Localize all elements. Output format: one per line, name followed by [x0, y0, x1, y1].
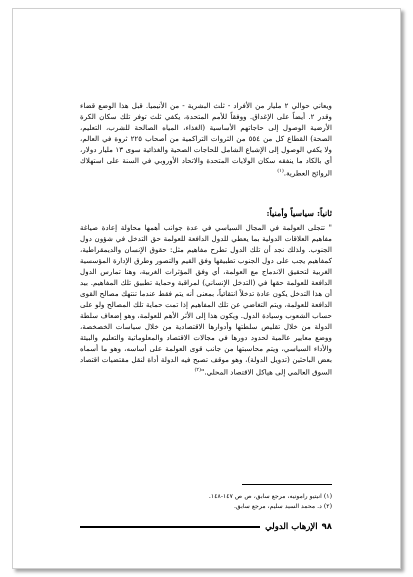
- footnotes: [80, 492, 332, 512]
- paragraph-2-text: " تتجلى العولمة في المجال السياسي في عدة جوانب أهمها محاولة إعادة صياغة مفاهيم العلاقات الدولية بما يعطي للدول الدافعة للعولمة حق التدخل في شؤون دول الجنوب. ولذلك نجد أن تلك الدول تطرح مفاهيم مثل: حقوق الإنسان والديمقراطية، كمفاهيم يجب على دول الجنوب تطبيقها وفق القيم والتصور وطرق الإدارة المؤسسية الغربية لتحقيق الاندماج مع العولمة، أي وفق المؤثرات الغربية، وهنا تمارس الدول الدافعة للعولمة حقها في (التدخل الإنساني) لمراقبة وحماية تطبيق تلك المفاهيم. بيد أن هذا التدخل يكون عادة تدخلاً انتقائياً، بمعنى أنه يتم فقط عندما تنتهك مصالح القوى الدافعة للعولمة، ويتم التغاضي عن تلك المفاهيم إذا تمت حماية تلك المصالح ولو على حساب الشعوب وسيادة الدول. ويكون هذا إلى الأثر الأهم للعولمة، وهو إضعاف سلطة الدولة من خلال تقليص سلطتها وأدوارها الاقتصادية من خلال سياسات الخصخصة، ووضع معايير عالمية لحدود دورها في مجالات الاقتصاد والمعلوماتية والتعليم والبيئة والأداء السياسي، ويتم محاسبتها من جانب قوى العولمة على أساسه، وهو ما أسماه بعض الباحثين (تدويل الدولة)، وهو موقف تصبح فيه الدولة أداة لنقل مقتضيات اقتصاد السوق العالمي إلى هياكل الاقتصاد المحلي.": [80, 223, 332, 377]
- page-footer: [80, 522, 332, 532]
- section-heading: ثانياً: سياسياً وأمنياً:: [266, 208, 332, 218]
- footer-rule: [80, 526, 260, 528]
- journal-title: الإرهاب الدولي: [265, 522, 318, 532]
- paragraph-2: [80, 222, 332, 377]
- page-number: ٩٨: [321, 522, 332, 532]
- paragraph-1-text: ويعاني حوالي ٢ مليار من الأفراد - ثلث البشرية - من الأنيميا. قبل هذا الوضع قضاء وقدر ٢. أيضاً على الإغداق. ووفقاً للأمم المتحدة، يكفي ثلث توفر تلك سكان الكرة الأرضية الوصول إلى حاجاتهم الأساسية (الغذاء، المياه الصالحة للشرب، التعليم، الصحة) القطاع كل من ٥٥٤ من الثروات التراكمية من أصحاب ٢٢٥ ثروة في العالم، ولا يكفي الوصول إلى الإشباع الشامل للحاجات الصحية والغذائية سوى ١٣ مليار دولار، أي بالكاد ما ينفقه سكان الولايات المتحدة والاتحاد الأوروبي في السنة على استهلاك الروائح العطرية.: [80, 101, 332, 178]
- footnote-1: (١) انيتيو رامونيه، مرجع سابق، ص ص ١٤٧-١٤٨.: [208, 493, 332, 500]
- footnote-separator: [242, 484, 332, 485]
- footnote-ref-1: (١): [277, 168, 284, 174]
- paragraph-1: [80, 100, 332, 178]
- footnote-ref-2: (٢): [194, 367, 202, 373]
- footnote-2: (٢) د. محمد السيد سليم، مرجع سابق.: [233, 503, 332, 510]
